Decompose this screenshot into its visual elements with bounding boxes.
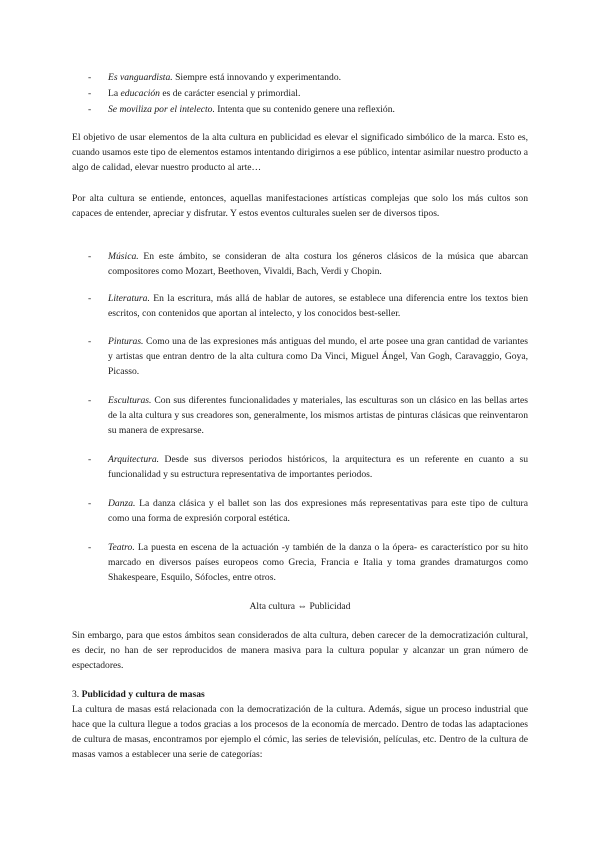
dash-marker: -	[88, 88, 92, 99]
item-text: Siempre está innovando y experimentando.	[172, 72, 342, 83]
dash-marker: -	[88, 251, 92, 262]
category-title: Pinturas.	[108, 336, 144, 347]
paragraph-text: Sin embargo, para que estos ámbitos sean considerados de alta cultura, deben carecer de la democratización cultural, es decir, no han de ser reproducidos de manera masiva para la cultura popular y alcanzar un gran número de espectadores.	[72, 630, 528, 671]
dash-marker: -	[88, 293, 92, 304]
category-item-pinturas	[88, 334, 528, 379]
category-item-arquitectura	[88, 452, 528, 482]
category-title: Arquitectura.	[108, 454, 160, 465]
dash-marker: -	[88, 498, 92, 509]
dash-marker: -	[88, 454, 92, 465]
category-title: Teatro.	[108, 542, 135, 553]
dash-marker: -	[88, 395, 92, 406]
category-text: La puesta en escena de la actuación -y también de la danza o la ópera- es característico por su hito marcado en diversos países europeos como Grecia, Francia e Italia y toma grandes dramaturgos como Shakespeare, Esquilo, Sófocles, entre otros.	[108, 542, 528, 583]
item-prefix: La	[108, 88, 121, 99]
category-title: Esculturas.	[108, 395, 152, 406]
dash-marker: -	[88, 542, 92, 553]
paragraph-objective	[72, 130, 528, 175]
category-item-literatura	[88, 291, 528, 321]
category-title: Música.	[108, 251, 139, 262]
paragraph-cultura-masas	[72, 702, 528, 762]
item-emphasis: educación	[120, 88, 160, 99]
item-emphasis: Se moviliza por el intelecto.	[108, 104, 215, 115]
category-text: Con sus diferentes funcionalidades y materiales, las esculturas son un clásico en las bellas artes de la alta cultura y sus creadores son, generalmente, los mismos artistas de pinturas clásicas que reinventaron su manera de expresarse.	[108, 395, 528, 436]
category-title: Literatura.	[108, 293, 150, 304]
list-item	[88, 70, 528, 86]
section-title-text: Publicidad y cultura de masas	[81, 689, 205, 700]
paragraph-text: Por alta cultura se entiende, entonces, aquellas manifestaciones artísticas complejas que solo los más cultos son capaces de entender, apreciar y disfrutar. Y estos eventos culturales suelen ser de diversos tipos.	[72, 193, 528, 219]
section-title	[72, 687, 528, 702]
paragraph-text: El objetivo de usar elementos de la alta cultura en publicidad es elevar el significado simbólico de la marca. Esto es, cuando usamos este tipo de elementos estamos intentando dirigirnos a ese público, intentar asimilar nuestro producto a algo de calidad, elevar nuestro producto al arte…	[72, 132, 528, 173]
category-title: Danza.	[108, 498, 136, 509]
dash-marker: -	[88, 104, 92, 115]
list-item	[88, 102, 528, 118]
category-text: Como una de las expresiones más antiguas del mundo, el arte posee una gran cantidad de variantes y artistas que entran dentro de la alta cultura como Da Vinci, Miguel Ángel, Van Gogh, Caravaggio, Goya, Picasso.	[108, 336, 528, 377]
category-item-musica	[88, 249, 528, 279]
feature-list	[88, 70, 528, 118]
center-heading: Alta cultura ⇔ Publicidad	[249, 601, 351, 612]
dash-marker: -	[88, 336, 92, 347]
category-text: Desde sus diversos periodos históricos, la arquitectura es un referente en cuanto a su funcionalidad y su estructura representativa de importantes periodos.	[108, 454, 528, 480]
item-text: es de carácter esencial y primordial.	[159, 88, 301, 99]
paragraph-sin-embargo	[72, 628, 528, 673]
category-text: En la escritura, más allá de hablar de autores, se establece una diferencia entre los textos bien escritos, con contenidos que aportan al intelecto, y los conocidos best-seller.	[108, 293, 528, 319]
item-text: Intenta que su contenido genere una reflexión.	[214, 104, 395, 115]
list-item	[88, 86, 528, 102]
paragraph-text: La cultura de masas está relacionada con la democratización de la cultura. Además, sigue un proceso industrial que hace que la cultura llegue a todos gracias a los procesos de la economía de mercado. Dentro de todas las adaptaciones de cultura de masas, encontramos por ejemplo el cómic, las series de televisión, películas, etc. Dentro de la cultura de masas vamos a establecer una serie de categorías:	[72, 704, 528, 760]
item-emphasis: Es vanguardista.	[108, 72, 173, 83]
category-text: La danza clásica y el ballet son las dos expresiones más representativas para este tipo de cultura como una forma de expresión corporal estética.	[108, 498, 528, 524]
section-number: 3.	[72, 689, 82, 700]
category-text: En este ámbito, se consideran de alta costura los géneros clásicos de la música que abarcan compositores como Mozart, Beethoven, Vivaldi, Bach, Verdi y Chopin.	[108, 251, 528, 277]
category-item-danza	[88, 496, 528, 526]
dash-marker: -	[88, 72, 92, 83]
paragraph-definition	[72, 191, 528, 221]
category-item-teatro	[88, 540, 528, 585]
category-item-esculturas	[88, 393, 528, 438]
